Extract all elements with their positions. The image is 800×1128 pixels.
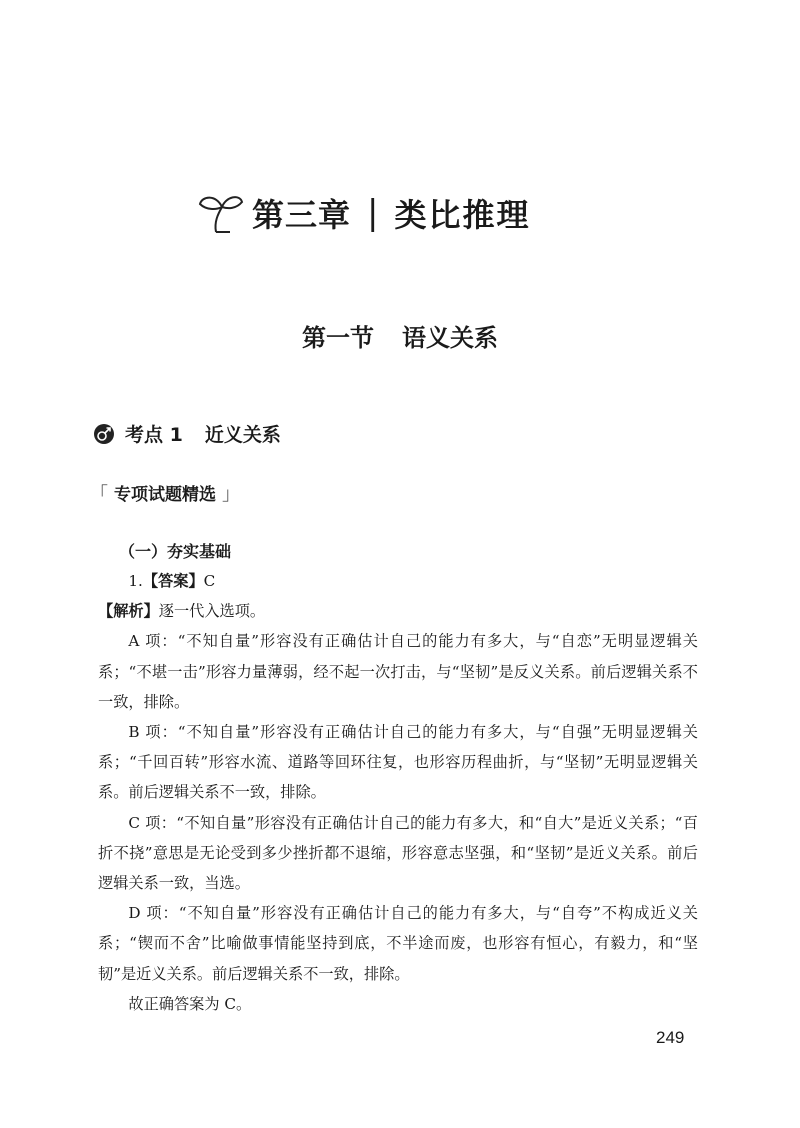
- chapter-name: 类比推理: [394, 196, 531, 234]
- answer-value: C: [203, 572, 216, 590]
- answer-tag: 【答案】: [142, 572, 204, 590]
- section-title: [0, 318, 800, 353]
- special-topic-label: 专项试题精选: [114, 485, 216, 505]
- conclusion: 故正确答案为 C。: [128, 994, 252, 1013]
- question-number: 1.: [128, 572, 143, 590]
- option-d-analysis: D 项：“不知自量”形容没有正确估计自己的能力有多大，与“自夸”不构成近义关系；“锲而不舍”比喻做事情能坚持到底，不半途而废，也形容有恒心，有毅力，和“坚韧”是近义关系。前后逻辑关系不一致，排除。: [98, 904, 698, 983]
- special-topic-heading: [90, 480, 240, 506]
- section-number: 第一节: [302, 324, 374, 352]
- kaodian-label: 考点 1: [125, 424, 183, 446]
- chapter-separator: |: [367, 193, 379, 233]
- analysis-line: [98, 596, 698, 626]
- right-bracket: 」: [222, 484, 240, 505]
- target-badge-icon: [93, 423, 115, 445]
- section-name: 语义关系: [402, 324, 498, 352]
- left-bracket: 「: [90, 484, 108, 505]
- kaodian-title: 近义关系: [204, 424, 281, 446]
- analysis-intro: 逐一代入选项。: [158, 602, 266, 621]
- option-b-analysis: B 项：“不知自量”形容没有正确估计自己的能力有多大，与“自强”无明显逻辑关系；“千回百转”形容水流、道路等回环往复，也形容历程曲折，与“坚韧”无明显逻辑关系。前后逻辑关系不一致，排除。: [98, 723, 698, 802]
- sprout-icon: [196, 192, 248, 234]
- option-a-analysis: A 项：“不知自量”形容没有正确估计自己的能力有多大，与“自恋”无明显逻辑关系；“不堪一击”形容力量薄弱，经不起一次打击，与“坚韧”是反义关系。前后逻辑关系不一致，排除。: [98, 632, 698, 711]
- option-c-analysis: C 项：“不知自量”形容没有正确估计自己的能力有多大，和“自大”是近义关系；“百折不挠”意思是无论受到多少挫折都不退缩，形容意志坚强，和“坚韧”是近义关系。前后逻辑关系一致，当选。: [98, 813, 698, 893]
- sub-heading: （一）夯实基础: [119, 542, 232, 561]
- analysis-tag: 【解析】: [98, 602, 159, 621]
- chapter-title: [196, 183, 531, 243]
- question-body: [98, 566, 698, 1019]
- answer-line: [98, 566, 698, 596]
- kaodian-heading: [93, 420, 281, 447]
- chapter-number: 第三章: [252, 196, 352, 234]
- page-number: 249: [656, 1028, 685, 1047]
